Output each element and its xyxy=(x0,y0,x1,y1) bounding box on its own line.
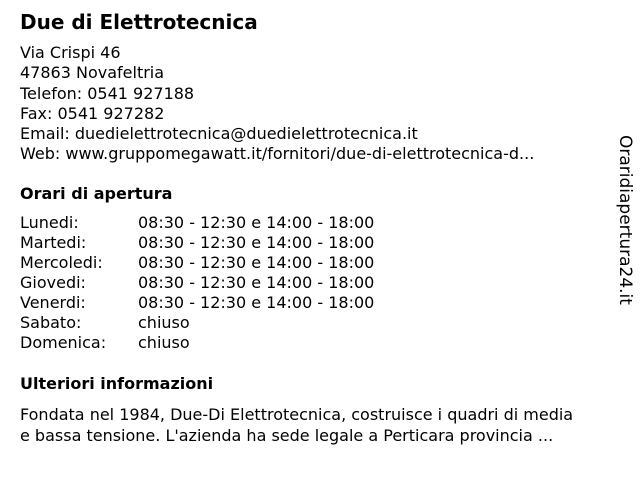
phone-line: Telefon: 0541 927188 xyxy=(20,83,195,103)
time-value: 08:30 - 12:30 e 14:00 - 18:00 xyxy=(138,233,375,252)
time-value: 08:30 - 12:30 e 14:00 - 18:00 xyxy=(138,273,375,292)
day-label: Sabato: xyxy=(20,313,82,332)
business-name: Due di Elettrotecnica xyxy=(20,10,258,34)
business-description xyxy=(20,404,625,446)
time-value: 08:30 - 12:30 e 14:00 - 18:00 xyxy=(138,253,375,272)
day-label: Lunedi: xyxy=(20,213,79,232)
day-label: Mercoledi: xyxy=(20,253,103,272)
day-label: Giovedi: xyxy=(20,273,86,292)
time-value: 08:30 - 12:30 e 14:00 - 18:00 xyxy=(138,213,375,232)
web-line: Web: www.gruppomegawatt.it/fornitori/due-di-elettrotecnica-d... xyxy=(20,144,535,164)
email-line: Email: duedielettrotecnica@duedielettrotecnica.it xyxy=(20,124,418,144)
time-value: chiuso xyxy=(138,313,190,332)
opening-hours-heading: Orari di apertura xyxy=(20,184,173,203)
fax-line: Fax: 0541 927282 xyxy=(20,103,165,123)
time-value: 08:30 - 12:30 e 14:00 - 18:00 xyxy=(138,293,375,312)
description-line: e bassa tensione. L'azienda ha sede legale a Perticara provincia ... xyxy=(20,426,554,445)
time-value: chiuso xyxy=(138,333,190,352)
address-street: Via Crispi 46 xyxy=(20,43,121,62)
day-label: Venerdi: xyxy=(20,293,86,312)
day-label: Martedi: xyxy=(20,233,87,252)
contact-block xyxy=(20,43,534,165)
address-city: 47863 Novafeltria xyxy=(20,63,165,83)
description-line: Fondata nel 1984, Due-Di Elettrotecnica, costruisce i quadri di media xyxy=(20,405,574,424)
day-label: Domenica: xyxy=(20,333,107,352)
site-watermark: Oraridiapertura24.it xyxy=(615,135,635,305)
more-info-heading: Ulteriori informazioni xyxy=(20,374,214,393)
